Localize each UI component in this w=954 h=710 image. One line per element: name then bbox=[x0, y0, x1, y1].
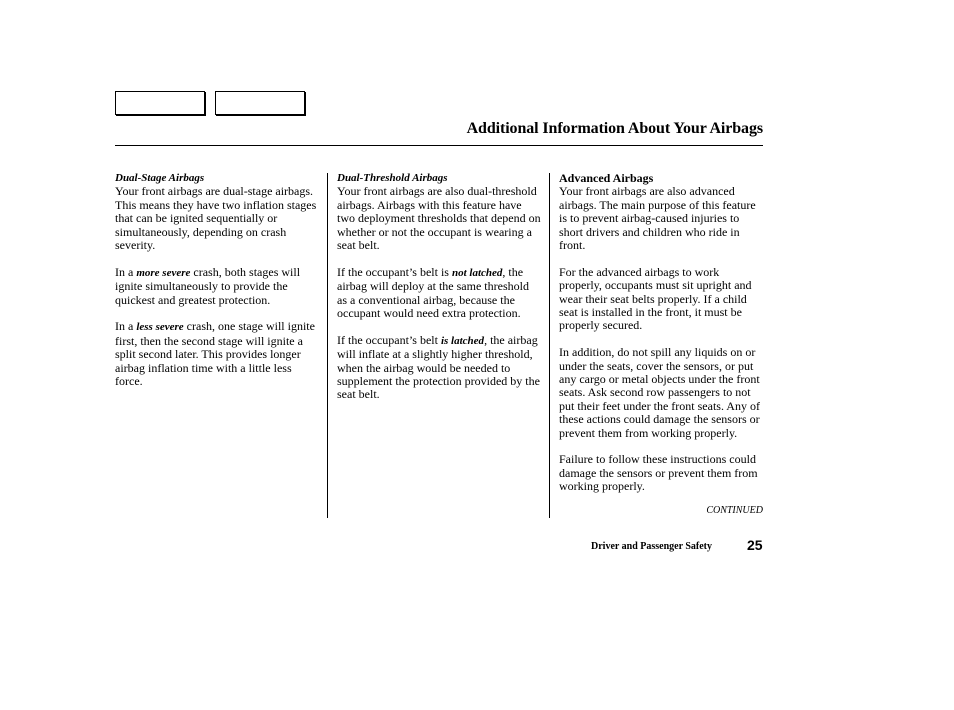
footer-section-title: Driver and Passenger Safety bbox=[591, 541, 713, 552]
section-heading-dual-stage: Dual-Stage Airbags bbox=[115, 172, 205, 184]
paragraph: Your front airbags are also dual-threshold airbags. Airbags with this feature have two deployment thresholds that depend on whether or not the occupant is wearing a seat belt. bbox=[337, 184, 541, 253]
paragraph: In addition, do not spill any liquids on or under the seats, cover the sensors, or put any cargo or metal objects under the front seats. Ask second row passengers to not put their feet under the front seats. Any of these actions could damage the sensors or prevent them from working properly. bbox=[559, 345, 760, 440]
column-advanced bbox=[559, 172, 763, 507]
paragraph: In a more severe crash, both stages will ignite simultaneously to provide the quickest and greatest protection. bbox=[115, 264, 301, 307]
page-number: 25 bbox=[747, 537, 763, 553]
page-title: Additional Information About Your Airbags bbox=[466, 120, 763, 137]
paragraph: Failure to follow these instructions could damage the sensors or prevent them from working properly. bbox=[559, 452, 758, 494]
paragraph: For the advanced airbags to work properly, occupants must sit upright and wear their seat belts properly. If a child seat is installed in the front, it must be properly secured. bbox=[559, 264, 752, 333]
nav-tab-index[interactable] bbox=[215, 91, 305, 115]
paragraph: Your front airbags are also advanced airbags. The main purpose of this feature is to prevent airbag-caused injuries to short drivers and children who ride in front. bbox=[559, 184, 756, 253]
paragraph: Your front airbags are dual-stage airbags. This means they have two inflation stages that can be ignited sequentially or simultaneously, depending on crash severity. bbox=[115, 184, 317, 253]
emphasis-text: not latched bbox=[451, 266, 503, 279]
emphasis-text: less severe bbox=[136, 321, 184, 334]
column-dual-threshold bbox=[337, 172, 541, 415]
section-heading-advanced: Advanced Airbags bbox=[559, 171, 654, 185]
paragraph: In a less severe crash, one stage will ignite first, then the second stage will ignite a split second later. This provides longer airbag inflation time with a little less force. bbox=[115, 319, 315, 389]
section-heading-dual-threshold: Dual-Threshold Airbags bbox=[337, 172, 448, 184]
nav-tab-main-menu[interactable] bbox=[115, 91, 205, 115]
paragraph: If the occupant’s belt is not latched, the airbag will deploy at the same threshold as a conventional airbag, because the occupant would need extra protection. bbox=[337, 264, 529, 321]
column-divider bbox=[327, 173, 328, 518]
column-divider bbox=[549, 173, 550, 518]
title-divider bbox=[115, 145, 763, 146]
emphasis-text: more severe bbox=[136, 266, 191, 279]
paragraph: If the occupant’s belt is latched, the airbag will inflate at a slightly higher threshold, when the airbag would be needed to supplement the protection provided by the seat belt. bbox=[337, 332, 540, 402]
emphasis-text: is latched bbox=[440, 334, 485, 347]
column-dual-stage bbox=[115, 172, 319, 402]
continued-label: CONTINUED bbox=[706, 505, 763, 516]
